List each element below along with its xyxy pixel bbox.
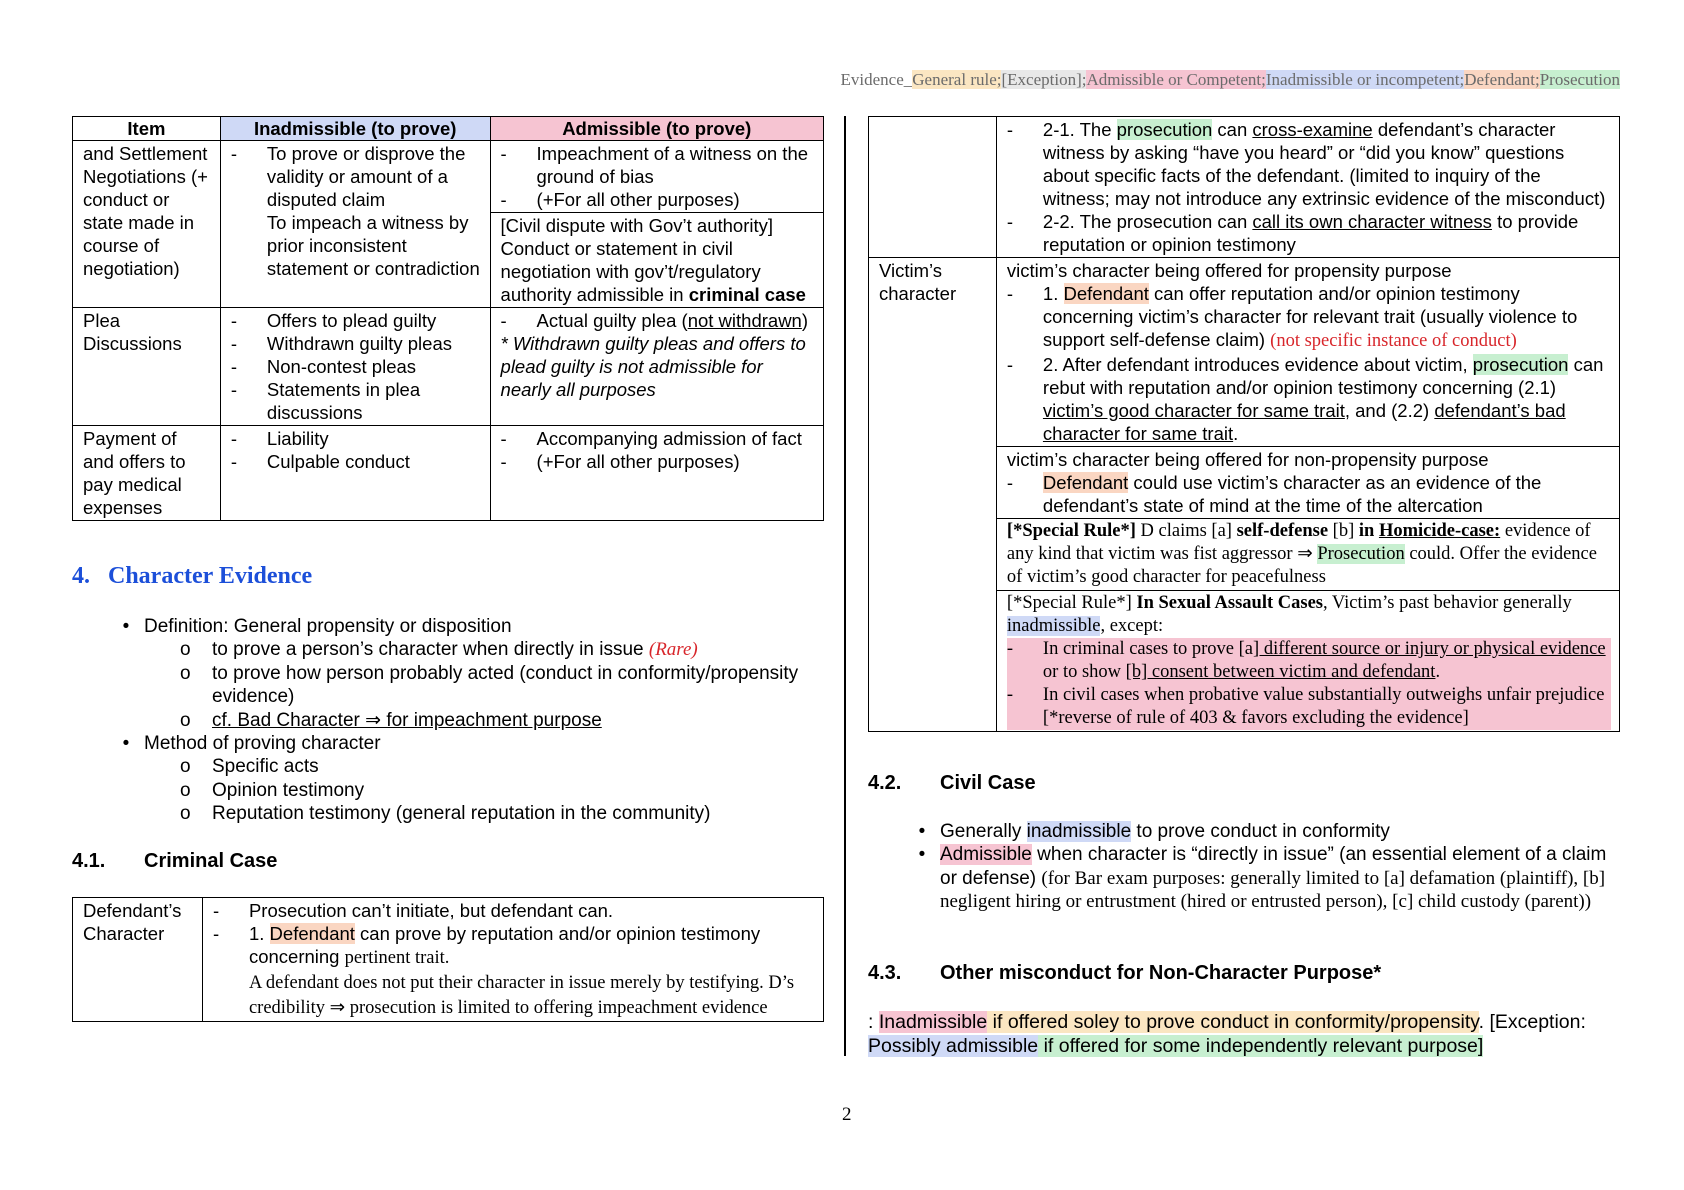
legend-header bbox=[841, 70, 1620, 90]
list-item: - Culpable conduct bbox=[230, 451, 410, 472]
section-4-3-heading: 4.3. Other misconduct for Non-Character Purpose* bbox=[868, 962, 1382, 984]
list-item: - 1. Defendant can prove by reputation and/or opinion testimony concerning pertinent trait. A defendant does not put their character in issue merely by testifying. D’s credibility ⇒ prosecution is limited to offering impeachment evidence bbox=[212, 923, 795, 1018]
header-item: Item bbox=[73, 117, 221, 141]
row-admissible bbox=[490, 426, 823, 521]
list-item: o Opinion testimony bbox=[180, 779, 365, 801]
legend-defendant: Defendant; bbox=[1464, 70, 1540, 89]
row-heading: victim’s character being offered for propensity purpose bbox=[1006, 260, 1452, 281]
row-content bbox=[996, 258, 1619, 447]
column-divider bbox=[844, 116, 846, 1056]
table-row bbox=[73, 141, 824, 308]
list-item: - In criminal cases to prove [a] different source or injury or physical evidence or to show [b] consent between victim and defendant. bbox=[1007, 638, 1611, 684]
legend-prefix: Evidence_ bbox=[840, 70, 913, 89]
row-inadmissible bbox=[220, 141, 490, 308]
row-item: Plea Discussions bbox=[73, 308, 221, 426]
list-item: - Withdrawn guilty pleas bbox=[230, 333, 452, 354]
list-item: - 2-2. The prosecution can call its own character witness to provide reputation or opinion testimony bbox=[1006, 211, 1579, 255]
special-rule-homicide: [*Special Rule*] D claims [a] self-defense [b] in Homicide-case: evidence of any kind that victim was fist aggressor ⇒ Prosecution could. Offer the evidence of victim’s good character for peacefulness bbox=[996, 519, 1619, 591]
legend-admissible: Admissible or Competent; bbox=[1086, 70, 1266, 89]
list-item: • Admissible when character is “directly in issue” (an essential element of a claim or defense) (for Bar exam purposes: generally limited to [a] defamation (plaintiff), [b] negligent hiring or entrustment (hired or entrusted person), [c] child custody (parent)) bbox=[918, 844, 1607, 913]
row-heading: victim’s character being offered for non-propensity purpose bbox=[1006, 449, 1489, 470]
page-number: 2 bbox=[842, 1104, 852, 1125]
row-admissible bbox=[490, 141, 823, 308]
civil-dispute-note: [Civil dispute with Gov’t authority] Conduct or statement in civil negotiation with gov’t/regulatory authority admissible in criminal case bbox=[500, 215, 806, 305]
row-content bbox=[202, 898, 823, 1022]
other-misconduct-paragraph: : Inadmissible if offered soley to prove conduct in conformity/propensity. [Exception: Possibly admissible if offered for some independently relevant purpose] bbox=[868, 1011, 1586, 1057]
list-item: - 2-1. The prosecution can cross-examine defendant’s character witness by asking “have you heard” or “did you know” questions about specific facts of the defendant. (limited to inquiry of the witness; may not introduce any extrinsic evidence of the misconduct) bbox=[1006, 119, 1606, 209]
list-item: o Specific acts bbox=[180, 756, 319, 778]
row-item: Payment of and offers to pay medical expenses bbox=[73, 426, 221, 521]
row-content bbox=[996, 117, 1619, 258]
list-item: • Method of proving character bbox=[122, 733, 381, 755]
row-label bbox=[869, 117, 997, 258]
list-item: - Defendant could use victim’s character as an evidence of the defendant’s state of mind at the time of the altercation bbox=[1006, 472, 1542, 516]
legend-exception: [Exception]; bbox=[1001, 70, 1087, 89]
list-item: - In civil cases when probative value substantially outweighs unfair prejudice [*reverse of rule of 403 & favors excluding the evidence] bbox=[1007, 684, 1611, 730]
list-item: - Liability bbox=[230, 428, 329, 449]
list-item: - Prosecution can’t initiate, but defendant can. bbox=[212, 900, 614, 921]
list-item: o Reputation testimony (general reputation in the community) bbox=[180, 803, 711, 825]
section-4-2-heading: 4.2. Civil Case bbox=[868, 772, 1036, 794]
list-item: - 2. After defendant introduces evidence about victim, prosecution can rebut with reputation and/or opinion testimony concerning (2.1) victim’s good character for same trait, and (2.2) defendant’s bad character for same trait. bbox=[1006, 354, 1604, 444]
row-content bbox=[996, 447, 1619, 519]
list-item: - To prove or disprove the validity or amount of a disputed claim bbox=[230, 143, 466, 210]
civil-case-list bbox=[904, 820, 1620, 914]
row-inadmissible bbox=[220, 308, 490, 426]
list-item: - Offers to plead guilty bbox=[230, 310, 437, 331]
list-item: - Statements in plea discussions bbox=[230, 379, 421, 423]
table-header-row bbox=[73, 117, 824, 141]
header-inadmissible: Inadmissible (to prove) bbox=[220, 117, 490, 141]
list-item: - (+For all other purposes) bbox=[500, 451, 740, 472]
special-rule-sexual-assault: [*Special Rule*] In Sexual Assault Cases, Victim’s past behavior generally inadmissible, except: - In criminal cases to prove [a] different source or injury or physical evidence or to show [b] consent between victim and defendant. - In civil cases when probative value substantially outweighs unfair prejudice [*reverse of rule of 403 & favors excluding the evidence] bbox=[996, 591, 1619, 732]
table-row bbox=[73, 898, 824, 1022]
character-table-continued bbox=[868, 116, 1620, 732]
row-label: Victim’s character bbox=[869, 258, 997, 732]
list-item: - Accompanying admission of fact bbox=[500, 428, 802, 449]
legend-prosecution: Prosecution bbox=[1539, 70, 1620, 89]
list-item: - Impeachment of a witness on the ground of bias bbox=[500, 143, 809, 187]
row-admissible bbox=[490, 308, 823, 426]
list-item: - Non-contest pleas bbox=[230, 356, 417, 377]
table-row bbox=[73, 426, 824, 521]
admissibility-table bbox=[72, 116, 824, 521]
section-4-1-heading: 4.1. Criminal Case bbox=[72, 850, 278, 872]
list-item: • Generally inadmissible to prove conduct in conformity bbox=[918, 821, 1390, 842]
character-evidence-list bbox=[108, 615, 828, 826]
list-item: o to prove a person’s character when directly in issue (Rare) bbox=[180, 639, 698, 661]
list-item: • Definition: General propensity or disposition bbox=[122, 616, 512, 637]
plea-note: * Withdrawn guilty pleas and offers to plead guilty is not admissible for nearly all purposes bbox=[500, 333, 806, 400]
list-item: - 1. Defendant can offer reputation and/or opinion testimony concerning victim’s character for relevant trait (usually violence to support self-defense claim) (not specific instance of conduct) bbox=[1006, 283, 1578, 351]
list-item: To impeach a witness by prior inconsistent statement or contradiction bbox=[266, 212, 480, 279]
table-row bbox=[869, 258, 1620, 447]
row-inadmissible bbox=[220, 426, 490, 521]
list-item: - (+For all other purposes) bbox=[500, 189, 740, 210]
criminal-case-table bbox=[72, 897, 824, 1022]
legend-inadmissible: Inadmissible or incompetent; bbox=[1265, 70, 1465, 89]
header-admissible: Admissible (to prove) bbox=[490, 117, 823, 141]
row-label: Defendant’s Character bbox=[73, 898, 203, 1022]
legend-general: General rule; bbox=[912, 70, 1002, 89]
row-item: and Settlement Negotiations (+ conduct or state made in course of negotiation) bbox=[73, 141, 221, 308]
section-4-heading: 4. Character Evidence bbox=[72, 563, 313, 589]
table-row bbox=[869, 117, 1620, 258]
list-item: o to prove how person probably acted (conduct in conformity/propensity evidence) bbox=[180, 662, 799, 708]
list-item: - Actual guilty plea (not withdrawn) bbox=[500, 310, 809, 331]
list-item: o cf. Bad Character ⇒ for impeachment purpose bbox=[180, 709, 602, 731]
table-row bbox=[73, 308, 824, 426]
